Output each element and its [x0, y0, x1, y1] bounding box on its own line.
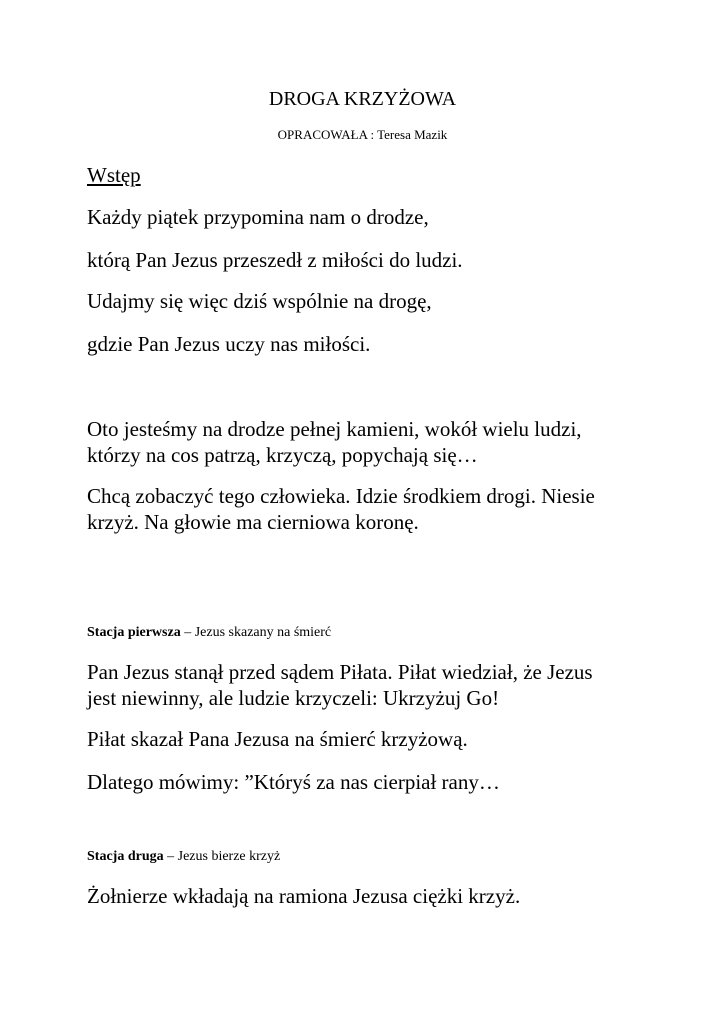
intro-line: gdzie Pan Jezus uczy nas miłości.: [87, 332, 371, 356]
station-1-heading: [87, 624, 331, 642]
intro-heading: Wstęp: [87, 163, 141, 187]
document-title: DROGA KRZYŻOWA: [268, 88, 457, 110]
station-2-heading: [87, 848, 280, 866]
station-1-line: Piłat skazał Pana Jezusa na śmierć krzyżową.: [87, 727, 468, 751]
station-2-subtitle: – Jezus bierze krzyż: [163, 849, 281, 864]
scene-line: Chcą zobaczyć tego człowieka. Idzie środkiem drogi. Niesie: [87, 484, 595, 508]
document-author: OPRACOWAŁA : Teresa Mazik: [277, 127, 448, 142]
scene-line: którzy na cos patrzą, krzyczą, popychają się…: [87, 443, 478, 467]
station-2-name: Stacja druga: [87, 849, 164, 864]
station-1-line: Dlatego mówimy: ”Któryś za nas cierpiał rany…: [87, 770, 500, 794]
station-1-line: Pan Jezus stanął przed sądem Piłata. Piłat wiedział, że Jezus: [87, 660, 593, 684]
scene-line: Oto jesteśmy na drodze pełnej kamieni, wokół wielu ludzi,: [87, 417, 582, 441]
station-1-name: Stacja pierwsza: [87, 625, 181, 640]
station-1-line: jest niewinny, ale ludzie krzyczeli: Ukrzyżuj Go!: [87, 686, 500, 710]
station-2-line: Żołnierze wkładają na ramiona Jezusa ciężki krzyż.: [87, 884, 521, 908]
intro-line: Każdy piątek przypomina nam o drodze,: [87, 205, 429, 229]
scene-line: krzyż. Na głowie ma cierniowa koronę.: [87, 510, 419, 534]
intro-line: Udajmy się więc dziś wspólnie na drogę,: [87, 289, 432, 313]
station-1-subtitle: – Jezus skazany na śmierć: [180, 625, 332, 640]
intro-line: którą Pan Jezus przeszedł z miłości do ludzi.: [87, 248, 463, 272]
